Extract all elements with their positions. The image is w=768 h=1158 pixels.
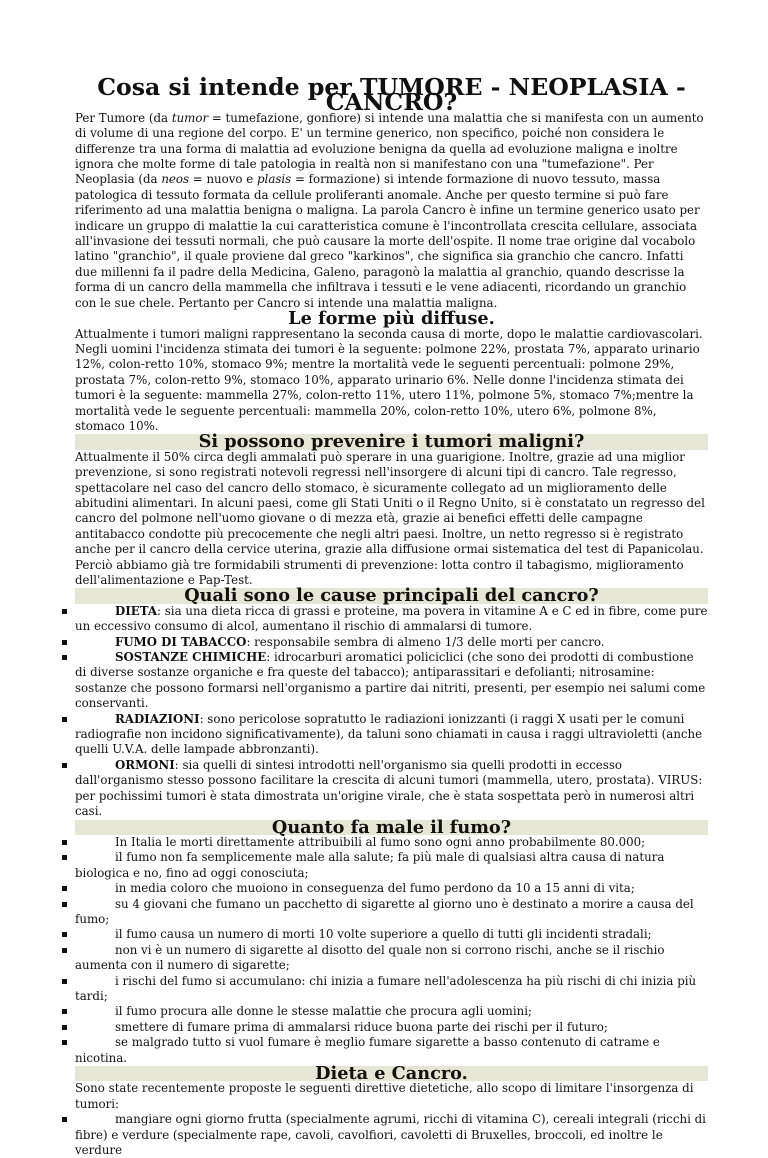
heading-dieta: Dieta e Cancro. bbox=[75, 1066, 708, 1081]
list-item bbox=[75, 1035, 708, 1066]
bullet-icon bbox=[62, 1117, 67, 1122]
intro-text-2: = tumefazione, gonfiore) si intende una malattia che si manifesta con un aumento di volume di una regione del corpo. E' un termine generico, non specifico, poiché non considera le differenze tra una forma di malattia ad evoluzione benigna da quella ad evoluzione maligna e inoltre ignora che molte forme di tale patologia in realtà non si manifestano con una "tumefazione". Per Neoplasia (da bbox=[75, 110, 704, 187]
list-item bbox=[75, 835, 708, 850]
bullet-icon bbox=[62, 609, 67, 614]
list-item bbox=[75, 974, 708, 1005]
list-item bbox=[75, 897, 708, 928]
item-text: se malgrado tutto si vuol fumare è meglio fumare sigarette a basso contenuto di catrame e nicotina. bbox=[75, 1035, 660, 1065]
term-tumor: tumor bbox=[171, 110, 209, 125]
list-item bbox=[75, 943, 708, 974]
item-label: DIETA bbox=[115, 603, 158, 618]
dieta-paragraph: Sono state recentemente proposte le seguenti direttive dietetiche, allo scopo di limitare l'insorgenza di tumori: bbox=[75, 1081, 694, 1111]
term-neos: neos bbox=[161, 172, 190, 187]
bullet-icon bbox=[62, 902, 67, 907]
heading-forme: Le forme più diffuse. bbox=[288, 308, 495, 330]
item-label: RADIAZIONI bbox=[115, 711, 200, 726]
heading-fumo: Quanto fa male il fumo? bbox=[75, 820, 708, 835]
heading-cause: Quali sono le cause principali del cancro? bbox=[75, 588, 708, 603]
list-item bbox=[75, 758, 708, 820]
bullet-icon bbox=[62, 640, 67, 645]
list-item bbox=[75, 1004, 708, 1019]
prevenire-paragraph: Attualmente il 50% circa degli ammalati può sperare in una guarigione. Inoltre, grazie ad una miglior prevenzione, si sono registrati notevoli regressi nell'insorgere di alcuni tipi di cancro. Tale regresso, spettacolare nel caso del cancro dello stomaco, è sicuramente collegato ad un miglioramento delle abitudini alimentari. In alcuni paesi, come gli Stati Uniti o il Regno Unito, si è constatato un regresso del cancro del polmone nell'uomo giovane o di mezza età, grazie ai benefici effetti delle campagne antitabacco condotte più precocemente che negli altri paesi. Inoltre, un netto regresso si è registrato anche per il cancro della cervice uterina, grazie alla diffusione ormai sistematica del test di Papanicolau. Perciò abbiamo già tre formidabili strumenti di prevenzione: lotta contro il tabagismo, miglioramento dell'alimentazione e Pap-Test. bbox=[75, 449, 705, 587]
item-text: i rischi del fumo si accumulano: chi inizia a fumare nell'adolescenza ha più rischi di chi inizia più tardi; bbox=[75, 973, 697, 1003]
item-text: mangiare ogni giorno frutta (specialmente agrumi, ricchi di vitamina C), cereali integrali (ricchi di fibre) e verdure (specialmente rape, cavoli, cavolfiori, cavoletti di Bruxelles, broccoli, ed inoltre le verdure bbox=[75, 1112, 706, 1158]
cause-list bbox=[75, 604, 708, 820]
item-text: : sia quelli di sintesi introdotti nell'organismo sia quelli prodotti in eccesso dall'organismo stesso possono facilitare la crescita di alcuni tumori (mammella, utero, prostata). VIRUS: per pochissimi tumori è stata dimostrata un'origine virale, che è stata sospettata però in numerosi altri casi. bbox=[75, 757, 703, 819]
list-item bbox=[75, 635, 708, 650]
item-text: il fumo non fa semplicemente male alla salute; fa più male di qualsiasi altra causa di natura biologica e no, fino ad oggi conosciuta; bbox=[75, 850, 665, 880]
item-text: il fumo causa un numero di morti 10 volte superiore a quello di tutti gli incidenti stradali; bbox=[115, 927, 652, 942]
item-text: In Italia le morti direttamente attribuibili al fumo sono ogni anno probabilmente 80.000; bbox=[115, 834, 646, 849]
fumo-list bbox=[75, 835, 708, 1066]
bullet-icon bbox=[62, 855, 67, 860]
list-item bbox=[75, 650, 708, 712]
bullet-icon bbox=[62, 717, 67, 722]
list-item bbox=[75, 1112, 708, 1158]
intro-text-4: = formazione) si intende formazione di nuovo tessuto, massa patologica di tessuto formata da cellule proliferanti anomale. Anche per questo termine si può fare riferimento ad una malattia benigna o maligna. La parola Cancro è infine un termine generico usato per indicare un gruppo di malattie la cui caratteristica comune è l'incontrollata crescita cellulare, associata all'invasione dei tessuti normali, che può causare la morte dell'ospite. Il nome trae origine dal vocabolo latino "granchio", il quale proviene dal greco "karkinos", che significa sia granchio che cancro. Infatti due millenni fa il padre della Medicina, Galeno, paragonò la malattia al granchio, quando descrisse la forma di un cancro della mammella che infiltrava i tessuti e le vene adiacenti, ricordando un granchio con le sue chele. Pertanto per Cancro si intende una malattia maligna. bbox=[75, 172, 700, 310]
item-text: in media coloro che muoiono in conseguenza del fumo perdono da 10 a 15 anni di vita; bbox=[115, 881, 635, 896]
item-label: SOSTANZE CHIMICHE bbox=[115, 650, 267, 665]
item-text: su 4 giovani che fumano un pacchetto di sigarette al giorno uno è destinato a morire a causa del fumo; bbox=[75, 896, 694, 926]
bullet-icon bbox=[62, 886, 67, 891]
bullet-icon bbox=[62, 1025, 67, 1030]
list-item bbox=[75, 850, 708, 881]
intro-text-3: = nuovo e bbox=[189, 172, 257, 187]
bullet-icon bbox=[62, 979, 67, 984]
bullet-icon bbox=[62, 932, 67, 937]
list-item bbox=[75, 604, 708, 635]
intro-text-1: Per Tumore (da bbox=[75, 110, 172, 125]
item-text: : idrocarburi aromatici policiclici (che sono dei prodotti di combustione di diverse sostanze organiche e fra queste del tabacco); antiparassitari e defolianti; nitrosamine: sostanze che possono formarsi nell'organismo a partire dai nitriti, presenti, per esempio nei salumi come conservanti. bbox=[75, 650, 706, 711]
term-plasis: plasis bbox=[257, 172, 292, 187]
bullet-icon bbox=[62, 1040, 67, 1045]
intro-paragraph bbox=[75, 111, 708, 311]
bullet-icon bbox=[62, 655, 67, 660]
item-text: non vi è un numero di sigarette al disotto del quale non si corrono rischi, anche se il rischio aumenta con il numero di sigarette; bbox=[75, 942, 665, 973]
bullet-icon bbox=[62, 1009, 67, 1014]
dieta-list bbox=[75, 1112, 708, 1158]
list-item bbox=[75, 1020, 708, 1035]
bullet-icon bbox=[62, 840, 67, 845]
item-text: il fumo procura alle donne le stesse malattie che procura agli uomini; bbox=[115, 1004, 532, 1019]
item-text: : sono pericolose sopratutto le radiazioni ionizzanti (i raggi X usati per le comuni radiografie non incidono significativamente), da taluni sono chiamati in causa i raggi ultravioletti (anche quelli U.V.A. delle lampade abbronzanti). bbox=[75, 711, 703, 757]
bullet-icon bbox=[62, 948, 67, 953]
list-item bbox=[75, 927, 708, 942]
item-text: : sia una dieta ricca di grassi e proteine, ma povera in vitamine A e C ed in fibre, come pure un eccessivo consumo di alcol, aumentano il rischio di ammalarsi di tumore. bbox=[75, 603, 708, 634]
heading-prevenire: Si possono prevenire i tumori maligni? bbox=[75, 434, 708, 449]
item-label: FUMO DI TABACCO bbox=[115, 634, 247, 649]
list-item bbox=[75, 881, 708, 896]
list-item bbox=[75, 712, 708, 758]
item-text: smettere di fumare prima di ammalarsi riduce buona parte dei rischi per il futuro; bbox=[115, 1019, 608, 1034]
bullet-icon bbox=[62, 763, 67, 768]
item-text: : responsabile sembra di almeno 1/3 delle morti per cancro. bbox=[246, 634, 605, 649]
forme-paragraph: Attualmente i tumori maligni rappresentano la seconda causa di morte, dopo le malattie cardiovascolari. Negli uomini l'incidenza stimata dei tumori è la seguente: polmone 22%, prostata 7%, apparato urinario 12%, colon-retto 10%, stomaco 9%; mentre la mortalità vede le seguenti percentuali: polmone 29%, prostata 7%, colon-retto 9%, stomaco 10%, apparato urinario 6%. Nelle donne l'incidenza stimata dei tumori è la seguente: mammella 27%, colon-retto 11%, utero 11%, polmone 5%, stomaco 7%;mentre la mortalità vede le seguente percentuali: mammella 20%, colon-retto 10%, utero 6%, polmone 8%, stomaco 10%. bbox=[75, 326, 703, 433]
item-label: ORMONI bbox=[115, 757, 175, 772]
page-title: Cosa si intende per TUMORE - NEOPLASIA - CANCRO? bbox=[97, 73, 686, 117]
